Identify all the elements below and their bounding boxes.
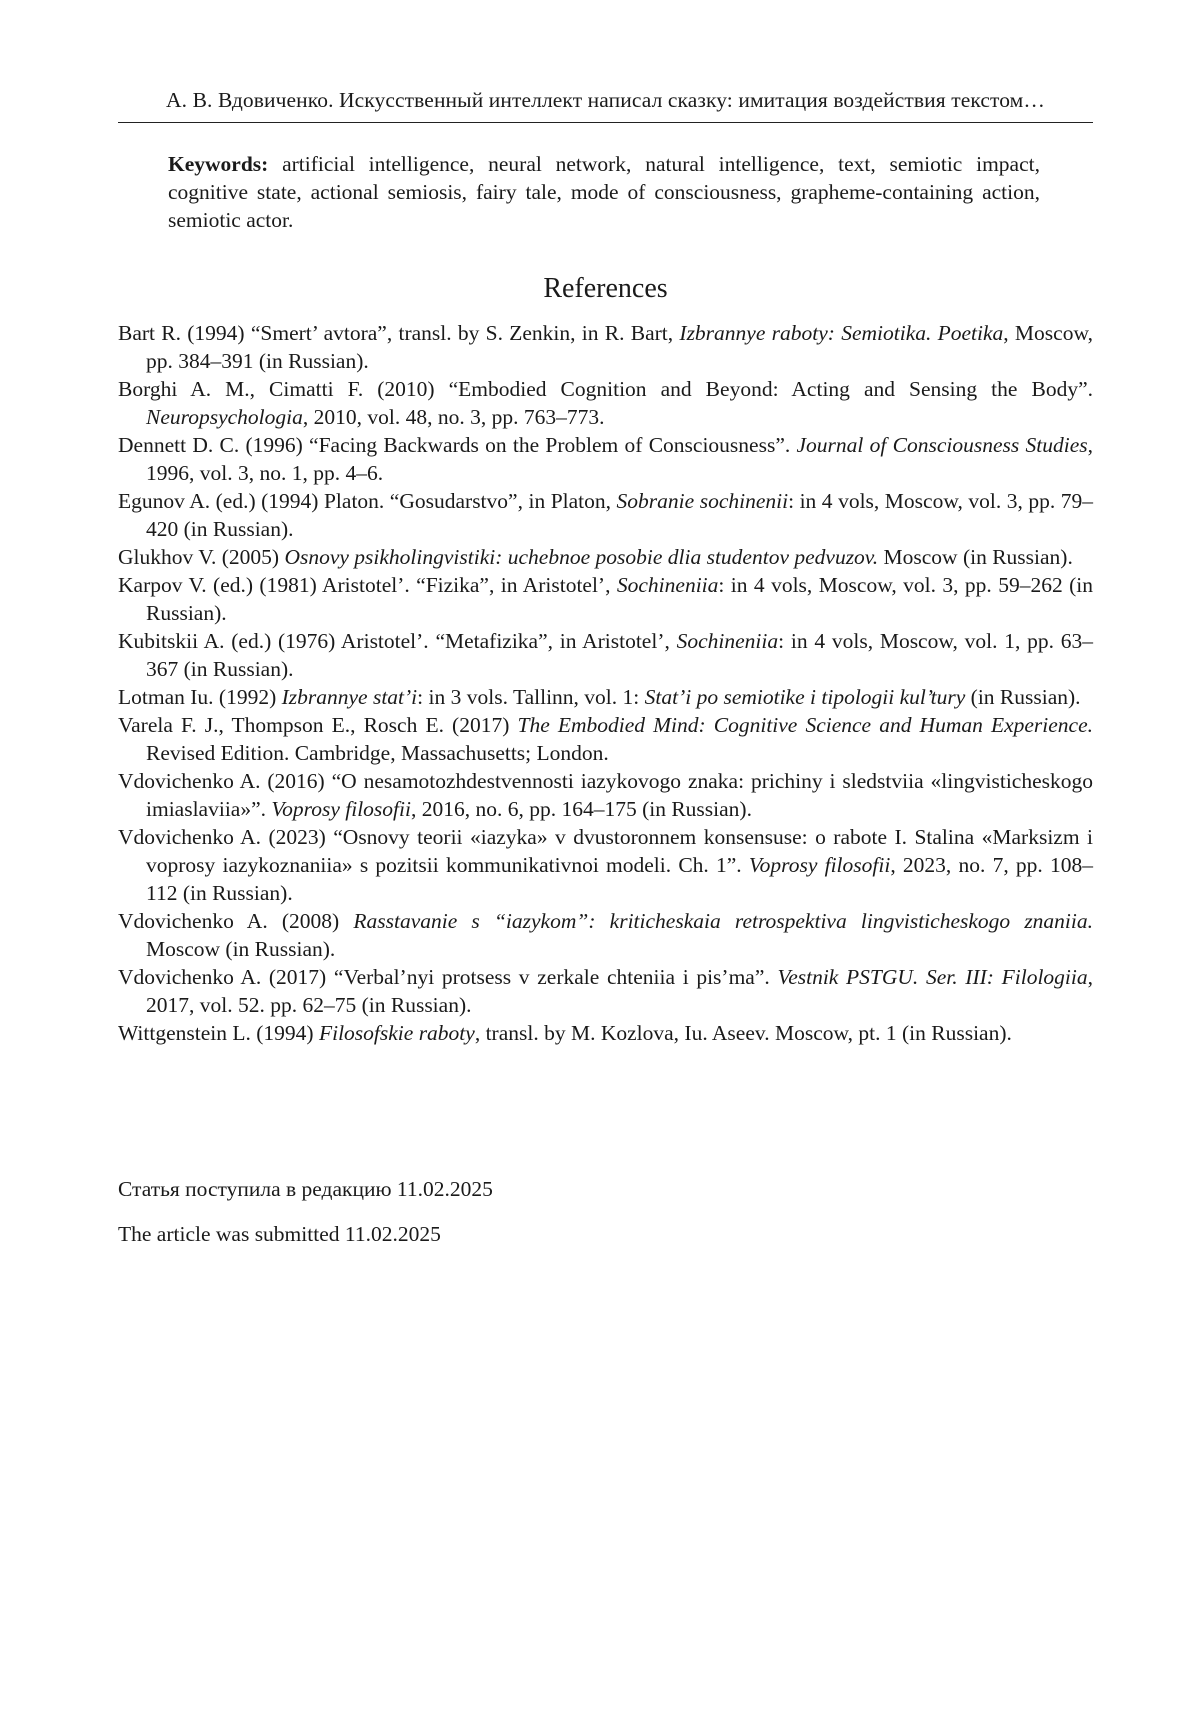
- reference-entry: [118, 683, 1093, 711]
- reference-text: Revised Edition. Cambridge, Massachusetts; London.: [146, 741, 609, 765]
- reference-text: Dennett D. C. (1996) “Facing Backwards on the Problem of Consciousness”.: [118, 433, 797, 457]
- reference-entry: [118, 823, 1093, 907]
- reference-text: : in 4 vols, Moscow, vol. 3, pp. 79–420 (in Russian).: [146, 489, 1093, 541]
- reference-text: , 2023, no. 7, pp. 108–112 (in Russian).: [146, 853, 1094, 905]
- reference-text: , Moscow, pp. 384–391 (in Russian).: [146, 321, 1093, 373]
- reference-entry: [118, 963, 1093, 1019]
- reference-title-italic: Sochineniia: [676, 629, 779, 653]
- reference-entry: [118, 431, 1093, 487]
- submission-note-ru: Статья поступила в редакцию 11.02.2025: [118, 1177, 493, 1201]
- reference-text: Karpov V. (ed.) (1981) Aristotel’. “Fizika”, in Aristotel’,: [118, 573, 617, 597]
- reference-text: Vdovichenko A. (2023) “Osnovy teorii «iazyka» v dvustoronnem konsensuse: o rabote I. Stalina «Marksizm i voprosy iazykoznaniia» s pozitsii kommunikativnoi modeli. Ch. 1”.: [118, 825, 1093, 877]
- reference-title-italic: Vestnik PSTGU. Ser. III: Filologiia: [777, 965, 1088, 989]
- reference-entry: [118, 543, 1093, 571]
- references-list: [118, 319, 1093, 1047]
- reference-text: Kubitskii A. (ed.) (1976) Aristotel’. “Metafizika”, in Aristotel’,: [118, 629, 677, 653]
- keywords-paragraph: [168, 150, 1040, 234]
- reference-title-italic: Sobranie sochinenii: [616, 489, 789, 513]
- reference-text: Wittgenstein L. (1994): [118, 1021, 319, 1045]
- references-heading: References: [543, 273, 668, 304]
- reference-text: Vdovichenko A. (2008): [118, 909, 354, 933]
- reference-text: : in 4 vols, Moscow, vol. 3, pp. 59–262 (in Russian).: [146, 573, 1093, 625]
- keywords-label: Keywords:: [168, 152, 269, 176]
- reference-title-italic: Stat’i po semiotike i tipologii kul’tury: [644, 685, 966, 709]
- reference-entry: [118, 319, 1093, 375]
- header-rule: [118, 122, 1093, 123]
- reference-text: (in Russian).: [965, 685, 1081, 709]
- reference-title-italic: Filosofskie raboty: [318, 1021, 475, 1045]
- reference-entry: [118, 627, 1093, 683]
- reference-entry: [118, 571, 1093, 627]
- reference-text: Vdovichenko A. (2016) “O nesamotozhdestvennosti iazykovogo znaka: prichiny i sledstviia «lingvisticheskogo imiaslaviia»”.: [118, 769, 1093, 821]
- reference-title-italic: Neuropsychologia: [146, 405, 303, 429]
- reference-entry: [118, 711, 1093, 767]
- reference-title-italic: The Embodied Mind: Cognitive Science and Human Experience.: [517, 713, 1094, 737]
- reference-entry: [118, 375, 1093, 431]
- reference-title-italic: Osnovy psikholingvistiki: uchebnoe posobie dlia studentov pedvuzov.: [284, 545, 879, 569]
- reference-text: : in 4 vols, Moscow, vol. 1, pp. 63–367 (in Russian).: [146, 629, 1093, 681]
- reference-text: , 2017, vol. 52. pp. 62–75 (in Russian).: [146, 965, 1093, 1017]
- reference-text: , 2010, vol. 48, no. 3, pp. 763–773.: [302, 405, 605, 429]
- reference-text: , transl. by M. Kozlova, Iu. Aseev. Moscow, pt. 1 (in Russian).: [474, 1021, 1012, 1045]
- running-head: А. В. Вдовиченко. Искусственный интеллект написал сказку: имитация воздействия текстом…: [166, 88, 1045, 112]
- reference-text: , 1996, vol. 3, no. 1, pp. 4–6.: [146, 433, 1093, 485]
- reference-entry: [118, 1019, 1093, 1047]
- reference-text: Lotman Iu. (1992): [118, 685, 282, 709]
- reference-title-italic: Voprosy filosofii: [271, 797, 411, 821]
- reference-text: Varela F. J., Thompson E., Rosch E. (2017): [118, 713, 518, 737]
- reference-text: , 2016, no. 6, pp. 164–175 (in Russian).: [410, 797, 752, 821]
- reference-text: Vdovichenko A. (2017) “Verbal’nyi protsess v zerkale chteniia i pis’ma”.: [118, 965, 778, 989]
- keywords-text: artificial intelligence, neural network, natural intelligence, text, semiotic impact, cognitive state, actional semiosis, fairy tale, mode of consciousness, grapheme-containing action, semiotic actor.: [168, 152, 1040, 232]
- reference-title-italic: Izbrannye raboty: Semiotika. Poetika: [679, 321, 1004, 345]
- reference-entry: [118, 487, 1093, 543]
- submission-note-en: The article was submitted 11.02.2025: [118, 1222, 441, 1246]
- reference-title-italic: Rasstavanie s “iazykom”: kriticheskaia retrospektiva lingvisticheskogo znaniia.: [353, 909, 1094, 933]
- reference-entry: [118, 907, 1093, 963]
- reference-text: : in 3 vols. Tallinn, vol. 1:: [417, 685, 645, 709]
- reference-title-italic: Journal of Consciousness Studies: [796, 433, 1088, 457]
- reference-entry: [118, 767, 1093, 823]
- reference-title-italic: Sochineniia: [616, 573, 719, 597]
- reference-text: Bart R. (1994) “Smert’ avtora”, transl. by S. Zenkin, in R. Bart,: [118, 321, 680, 345]
- reference-text: Borghi A. M., Cimatti F. (2010) “Embodied Cognition and Beyond: Acting and Sensing the Body”.: [118, 377, 1093, 401]
- reference-text: Glukhov V. (2005): [118, 545, 285, 569]
- reference-title-italic: Izbrannye stat’i: [281, 685, 418, 709]
- reference-title-italic: Voprosy filosofii: [748, 853, 891, 877]
- reference-text: Moscow (in Russian).: [878, 545, 1073, 569]
- reference-text: Moscow (in Russian).: [146, 937, 336, 961]
- reference-text: Egunov A. (ed.) (1994) Platon. “Gosudarstvo”, in Platon,: [118, 489, 617, 513]
